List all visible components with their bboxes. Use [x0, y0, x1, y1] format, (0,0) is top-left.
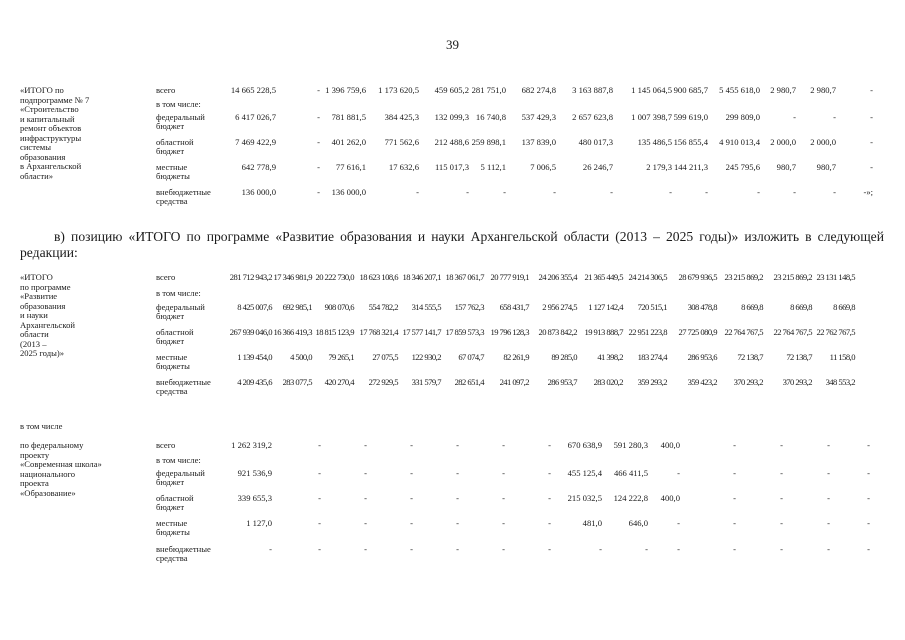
value-cell: 980,7	[776, 162, 796, 172]
value-cell: 646,0	[628, 518, 648, 528]
value-cell: -	[757, 187, 760, 197]
table-row	[20, 188, 890, 208]
value-cell: 400,0	[660, 493, 680, 503]
value-cell: 8 669,8	[741, 302, 763, 312]
value-cell: -	[870, 137, 873, 147]
row-label: федеральный бюджет	[156, 112, 205, 132]
value-cell: 72 138,7	[786, 352, 812, 362]
table-row	[20, 519, 890, 539]
table-row	[20, 353, 890, 373]
value-cell: 137 839,0	[521, 137, 556, 147]
value-cell: 144 211,3	[673, 162, 708, 172]
value-cell: -	[733, 493, 736, 503]
value-cell: 1 139 454,0	[237, 352, 272, 362]
value-cell: -	[548, 440, 551, 450]
value-cell: 308 478,8	[687, 302, 717, 312]
value-cell: -	[827, 493, 830, 503]
table-row	[20, 378, 890, 398]
value-cell: 591 280,3	[613, 440, 648, 450]
value-cell: 281 712 943,2	[229, 272, 272, 282]
value-cell: 27 725 080,9	[678, 327, 717, 337]
value-cell: -	[733, 468, 736, 478]
value-cell: -	[318, 518, 321, 528]
value-cell: -	[317, 162, 320, 172]
value-cell: -	[793, 112, 796, 122]
value-cell: 4 209 435,6	[237, 377, 272, 387]
value-cell: -	[317, 85, 320, 95]
value-cell: 77 616,1	[335, 162, 366, 172]
value-cell: 282 651,4	[454, 377, 484, 387]
value-cell: -	[410, 544, 413, 554]
value-cell: 89 285,0	[551, 352, 577, 362]
value-cell: 11 158,0	[829, 352, 855, 362]
value-cell: 1 262 319,2	[231, 440, 272, 450]
value-cell: -	[318, 468, 321, 478]
value-cell: 420 270,4	[324, 377, 354, 387]
value-cell: 20 777 919,1	[490, 272, 529, 282]
value-cell: -	[867, 518, 870, 528]
value-cell: 370 293,2	[782, 377, 812, 387]
value-cell: 5 455 618,0	[719, 85, 760, 95]
value-cell: -	[827, 544, 830, 554]
value-cell: -	[456, 493, 459, 503]
value-cell: 599 619,0	[673, 112, 708, 122]
value-cell: 7 469 422,9	[235, 137, 276, 147]
value-cell: 339 655,3	[237, 493, 272, 503]
value-cell: 18 623 108,6	[359, 272, 398, 282]
value-cell: -	[503, 187, 506, 197]
value-cell: 19 913 888,7	[584, 327, 623, 337]
value-cell: 286 953,6	[687, 352, 717, 362]
row-label: всего	[156, 272, 176, 282]
value-cell: 22 951 223,8	[628, 327, 667, 337]
value-cell: -	[364, 493, 367, 503]
value-cell: -	[780, 493, 783, 503]
value-cell: 23 215 869,2	[773, 272, 812, 282]
value-cell: 314 555,5	[411, 302, 441, 312]
value-cell: 16 740,8	[475, 112, 506, 122]
value-cell: -	[705, 187, 708, 197]
value-cell: -	[502, 468, 505, 478]
value-cell: 359 293,2	[637, 377, 667, 387]
value-cell: 41 398,2	[597, 352, 623, 362]
value-cell: -	[502, 544, 505, 554]
value-cell: 370 293,2	[733, 377, 763, 387]
value-cell: -	[410, 493, 413, 503]
value-cell: 2 657 623,8	[572, 112, 613, 122]
value-cell: 135 486,5	[637, 137, 672, 147]
value-cell: -	[827, 518, 830, 528]
value-cell: 82 261,9	[503, 352, 529, 362]
value-cell: 17 346 981,9	[273, 272, 312, 282]
value-cell: 2 980,7	[810, 85, 836, 95]
value-cell: 900 685,7	[673, 85, 708, 95]
value-cell: -	[364, 468, 367, 478]
value-cell: 17 632,6	[388, 162, 419, 172]
value-cell: 4 500,0	[290, 352, 312, 362]
value-cell: -	[867, 468, 870, 478]
value-cell: -	[318, 440, 321, 450]
value-cell: -	[867, 493, 870, 503]
value-cell: 359 423,2	[687, 377, 717, 387]
value-cell: 455 125,4	[567, 468, 602, 478]
value-cell: 283 020,2	[593, 377, 623, 387]
row-label: в том числе:	[156, 99, 201, 109]
value-cell: -	[317, 137, 320, 147]
value-cell: 2 980,7	[770, 85, 796, 95]
value-cell: -	[502, 518, 505, 528]
value-cell: 554 782,2	[368, 302, 398, 312]
value-cell: -	[833, 112, 836, 122]
value-cell: 17 577 141,7	[402, 327, 441, 337]
value-cell: 400,0	[660, 440, 680, 450]
value-cell: -	[669, 187, 672, 197]
value-cell: -	[317, 112, 320, 122]
value-cell: 4 910 013,4	[719, 137, 760, 147]
value-cell: -	[318, 544, 321, 554]
value-cell: 245 795,6	[725, 162, 760, 172]
row-label: областной бюджет	[156, 327, 194, 347]
value-cell: -	[677, 468, 680, 478]
value-cell: 980,7	[816, 162, 836, 172]
value-cell: -	[548, 544, 551, 554]
value-cell: 24 214 306,5	[628, 272, 667, 282]
block-title: «ИТОГО по подпрограмме № 7 «Строительство и капитальный ремонт объектов инфраструктуры системы образования в Архангельской области»	[20, 85, 90, 181]
value-cell: 921 536,9	[237, 468, 272, 478]
value-cell: 18 346 207,1	[402, 272, 441, 282]
value-cell: 259 898,1	[471, 137, 506, 147]
value-cell: 18 367 061,7	[445, 272, 484, 282]
value-cell: 124 222,8	[613, 493, 648, 503]
value-cell: -	[599, 544, 602, 554]
table-row	[20, 469, 890, 489]
value-cell: -	[833, 187, 836, 197]
value-cell: -	[456, 468, 459, 478]
value-cell: 212 488,6	[434, 137, 469, 147]
value-cell: 682 274,8	[521, 85, 556, 95]
value-cell: -	[780, 440, 783, 450]
row-label: федеральный бюджет	[156, 468, 205, 488]
value-cell: 8 669,8	[790, 302, 812, 312]
value-cell: 67 074,7	[458, 352, 484, 362]
page-number: 39	[446, 37, 459, 52]
value-cell: -	[364, 518, 367, 528]
value-cell: 267 939 046,0	[229, 327, 272, 337]
value-cell: 241 097,2	[499, 377, 529, 387]
value-cell: 20 873 842,2	[538, 327, 577, 337]
value-cell: 2 956 274,5	[542, 302, 577, 312]
value-cell: -	[364, 440, 367, 450]
value-cell: 17 768 321,4	[359, 327, 398, 337]
value-cell: -	[548, 468, 551, 478]
row-label: в том числе:	[156, 288, 201, 298]
value-cell: 480 017,3	[578, 137, 613, 147]
value-cell: 122 930,2	[411, 352, 441, 362]
value-cell: -»;	[863, 187, 873, 197]
row-label: местные бюджеты	[156, 518, 190, 538]
block-title: по федеральному проекту «Современная школа» национального проекта «Образование»	[20, 440, 102, 498]
value-cell: -	[677, 518, 680, 528]
row-label: внебюджетные средства	[156, 187, 211, 207]
value-cell: 23 215 869,2	[724, 272, 763, 282]
table-row	[20, 138, 890, 158]
value-cell: -	[733, 544, 736, 554]
value-cell: 8 669,8	[833, 302, 855, 312]
value-cell: -	[364, 544, 367, 554]
value-cell: 1 145 064,5	[631, 85, 672, 95]
value-cell: -	[780, 544, 783, 554]
value-cell: -	[780, 518, 783, 528]
value-cell: 136 000,0	[331, 187, 366, 197]
table-row	[20, 303, 890, 323]
value-cell: -	[867, 440, 870, 450]
value-cell: 6 417 026,7	[235, 112, 276, 122]
table-row	[20, 328, 890, 348]
row-label: всего	[156, 440, 176, 450]
value-cell: 642 778,9	[241, 162, 276, 172]
value-cell: 720 515,1	[637, 302, 667, 312]
value-cell: 299 809,0	[725, 112, 760, 122]
row-label: внебюджетные средства	[156, 544, 211, 564]
value-cell: 272 929,5	[368, 377, 398, 387]
value-cell: -	[416, 187, 419, 197]
value-cell: 1 127 142,4	[588, 302, 623, 312]
value-cell: 22 764 767,5	[724, 327, 763, 337]
value-cell: -	[870, 112, 873, 122]
value-cell: 2 179,3	[646, 162, 672, 172]
value-cell: 72 138,7	[737, 352, 763, 362]
value-cell: -	[466, 187, 469, 197]
row-label: всего	[156, 85, 176, 95]
value-cell: 183 274,4	[637, 352, 667, 362]
value-cell: 384 425,3	[384, 112, 419, 122]
value-cell: -	[870, 85, 873, 95]
value-cell: -	[867, 544, 870, 554]
value-cell: -	[645, 544, 648, 554]
value-cell: 22 762 767,5	[816, 327, 855, 337]
block-title: «ИТОГО по программе «Развитие образования и науки Архангельской области (2013 – 2025 годы)»	[20, 272, 75, 358]
value-cell: 281 751,0	[471, 85, 506, 95]
value-cell: -	[410, 468, 413, 478]
table-row	[20, 494, 890, 514]
value-cell: 17 859 573,3	[445, 327, 484, 337]
value-cell: 1 127,0	[246, 518, 272, 528]
value-cell: -	[456, 544, 459, 554]
table-row	[20, 113, 890, 133]
value-cell: 537 429,3	[521, 112, 556, 122]
value-cell: 18 815 123,9	[315, 327, 354, 337]
value-cell: -	[793, 187, 796, 197]
value-cell: -	[548, 493, 551, 503]
value-cell: 14 665 228,5	[230, 85, 276, 95]
value-cell: 2 000,0	[770, 137, 796, 147]
value-cell: 157 762,3	[454, 302, 484, 312]
value-cell: -	[827, 468, 830, 478]
value-cell: 132 099,3	[434, 112, 469, 122]
value-cell: 781 881,5	[331, 112, 366, 122]
row-label: местные бюджеты	[156, 162, 190, 182]
value-cell: 401 262,0	[331, 137, 366, 147]
value-cell: -	[870, 162, 873, 172]
value-cell: -	[318, 493, 321, 503]
in-that-number-note: в том числе	[20, 421, 63, 431]
value-cell: -	[410, 440, 413, 450]
value-cell: -	[553, 187, 556, 197]
value-cell: 8 425 007,6	[237, 302, 272, 312]
value-cell: -	[456, 518, 459, 528]
value-cell: 3 163 887,8	[572, 85, 613, 95]
row-label: в том числе:	[156, 455, 201, 465]
value-cell: 658 431,7	[499, 302, 529, 312]
value-cell: -	[548, 518, 551, 528]
value-cell: 348 553,2	[825, 377, 855, 387]
value-cell: 286 953,7	[547, 377, 577, 387]
row-label: федеральный бюджет	[156, 302, 205, 322]
value-cell: 21 365 449,5	[584, 272, 623, 282]
value-cell: 771 562,6	[384, 137, 419, 147]
amendment-paragraph: в) позицию «ИТОГО по программе «Развитие образования и науки Архангельской области (2013 – 2025 годы)» изложить в следующей редакции:	[20, 229, 884, 260]
value-cell: 24 206 355,4	[538, 272, 577, 282]
value-cell: -	[410, 518, 413, 528]
value-cell: 331 579,7	[411, 377, 441, 387]
value-cell: -	[502, 493, 505, 503]
value-cell: 16 366 419,3	[273, 327, 312, 337]
value-cell: 115 017,3	[434, 162, 469, 172]
row-label: внебюджетные средства	[156, 377, 211, 397]
row-label: областной бюджет	[156, 493, 194, 513]
value-cell: 28 679 936,5	[678, 272, 717, 282]
value-cell: 215 032,5	[567, 493, 602, 503]
value-cell: 20 222 730,0	[315, 272, 354, 282]
value-cell: -	[317, 187, 320, 197]
value-cell: 692 985,1	[282, 302, 312, 312]
value-cell: 19 796 128,3	[490, 327, 529, 337]
value-cell: -	[502, 440, 505, 450]
value-cell: 5 112,1	[480, 162, 506, 172]
row-label: местные бюджеты	[156, 352, 190, 372]
value-cell: 7 006,5	[530, 162, 556, 172]
value-cell: -	[827, 440, 830, 450]
value-cell: 22 764 767,5	[773, 327, 812, 337]
value-cell: 283 077,5	[282, 377, 312, 387]
value-cell: 670 638,9	[567, 440, 602, 450]
value-cell: 27 075,5	[372, 352, 398, 362]
value-cell: -	[733, 518, 736, 528]
value-cell: 23 131 148,5	[816, 272, 855, 282]
value-cell: 156 855,4	[673, 137, 708, 147]
value-cell: 1 173 620,5	[378, 85, 419, 95]
value-cell: -	[677, 544, 680, 554]
value-cell: -	[733, 440, 736, 450]
value-cell: -	[269, 544, 272, 554]
value-cell: 1 007 398,7	[631, 112, 672, 122]
value-cell: 26 246,7	[582, 162, 613, 172]
value-cell: 908 070,6	[324, 302, 354, 312]
table-row	[20, 545, 890, 565]
value-cell: 466 411,5	[613, 468, 648, 478]
value-cell: 136 000,0	[241, 187, 276, 197]
value-cell: -	[780, 468, 783, 478]
value-cell: -	[610, 187, 613, 197]
value-cell: 1 396 759,6	[325, 85, 366, 95]
value-cell: -	[456, 440, 459, 450]
value-cell: 459 605,2	[434, 85, 469, 95]
row-label: областной бюджет	[156, 137, 194, 157]
value-cell: 79 265,1	[328, 352, 354, 362]
value-cell: 2 000,0	[810, 137, 836, 147]
table-row	[20, 163, 890, 183]
value-cell: 481,0	[582, 518, 602, 528]
